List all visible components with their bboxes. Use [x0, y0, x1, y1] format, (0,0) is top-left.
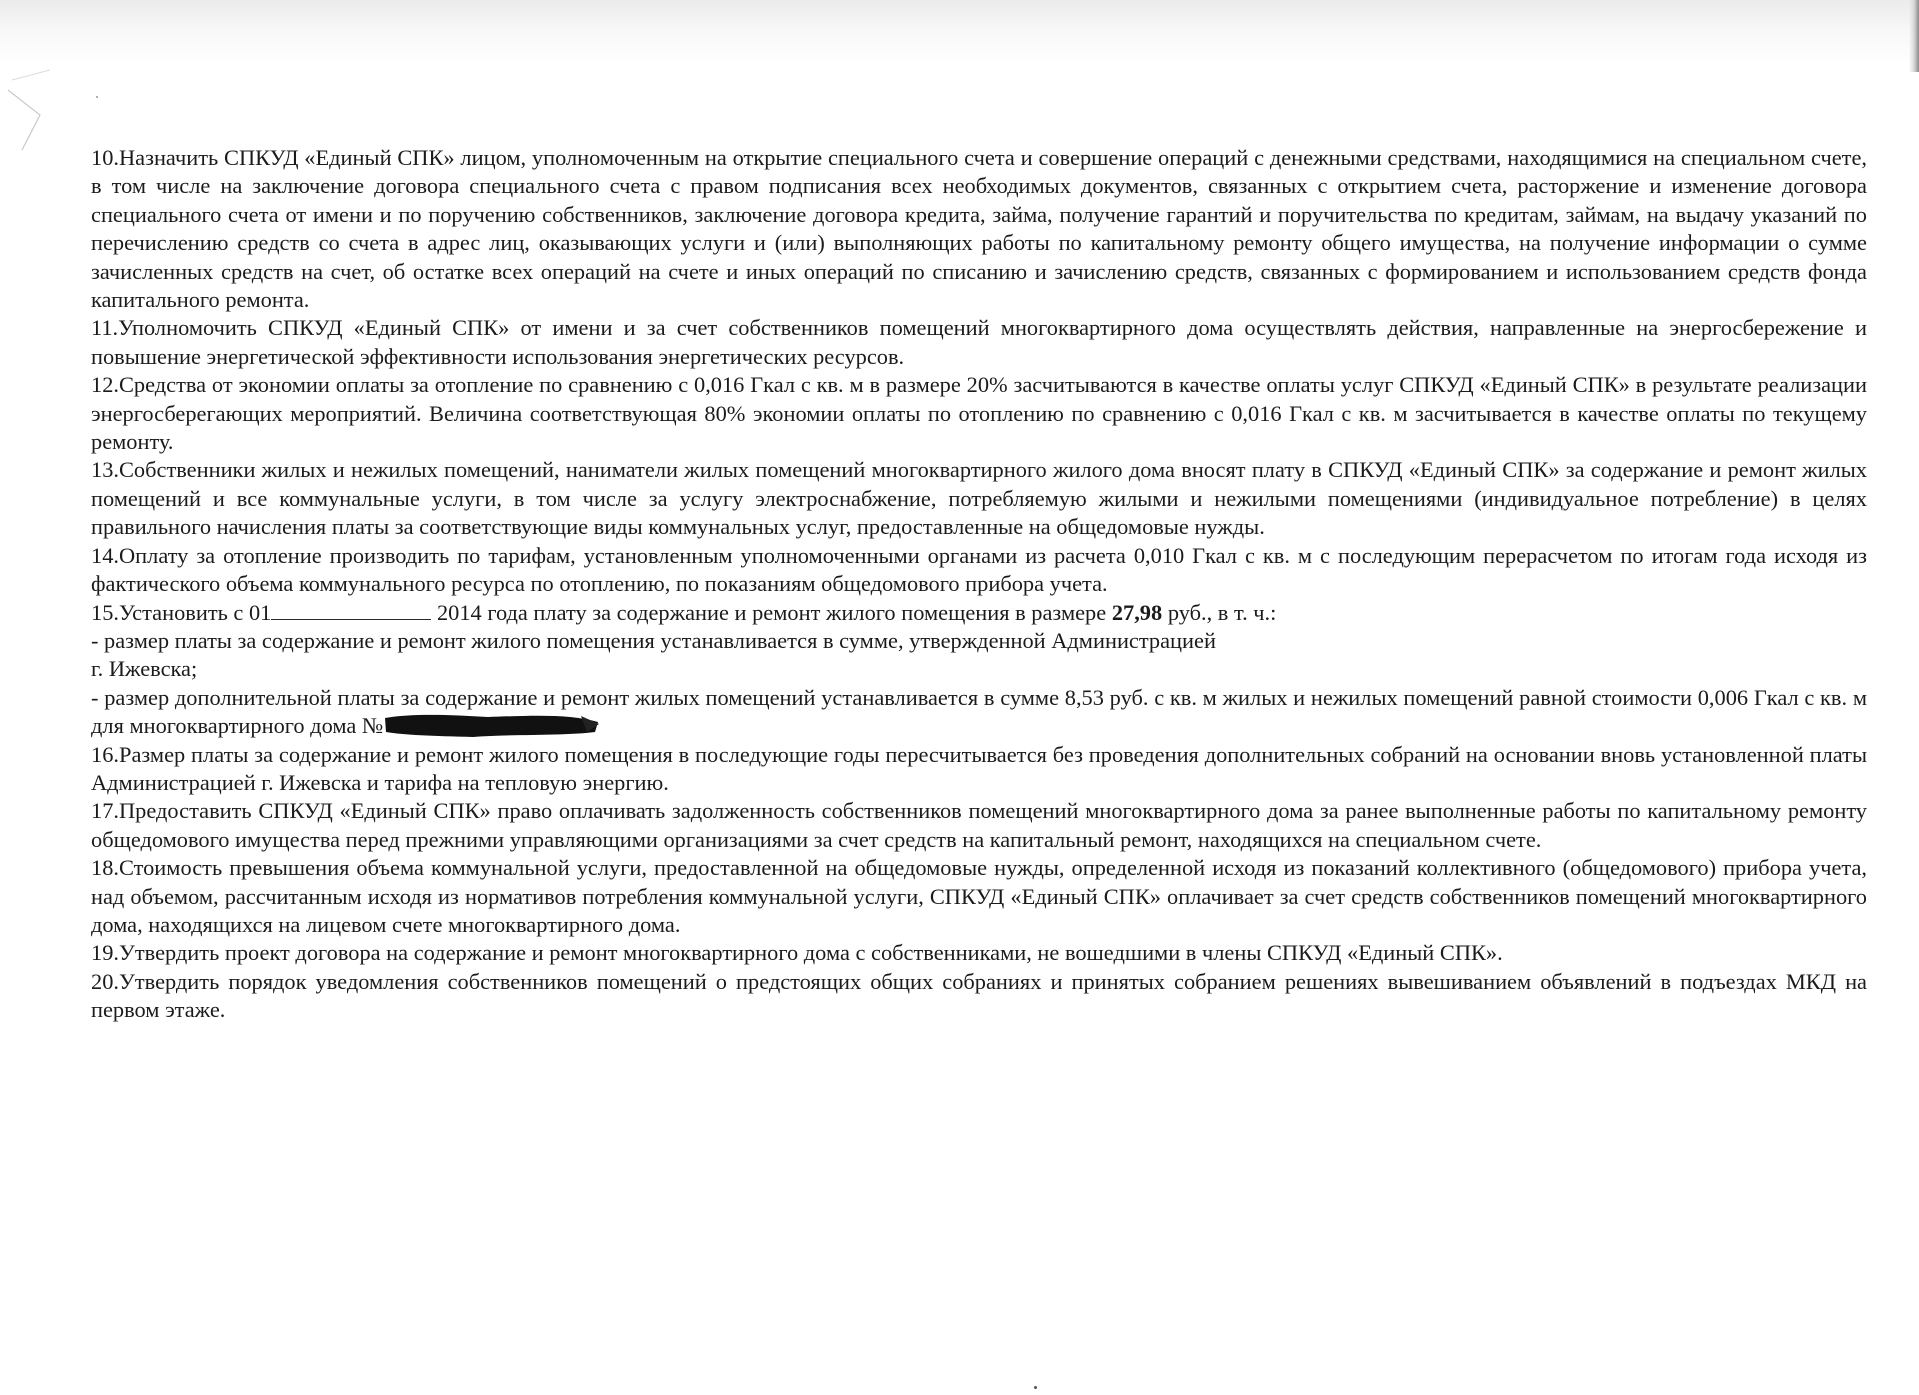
paragraph-11: 11.Уполномочить СПКУД «Единый СПК» от имени и за счет собственников помещений многоквартирного дома осуществлять действия, направленные на энергосбережение и повышение энергетической эффективности использования энергетических ресурсов. [91, 315, 1867, 369]
paragraph-15 [91, 599, 1867, 627]
paragraph-10: 10.Назначить СПКУД «Единый СПК» лицом, уполномоченным на открытие специального счета и совершение операций с денежными средствами, находящимися на специальном счете, в том числе на заключение договора специального счета с правом подписания всех необходимых документов, связанных с открытием счета, расторжение и изменение договора специального счета от имени и по поручению собственников, заключение договора кредита, займа, получение гарантий и поручительства по кредитам, займам, на выдачу указаний по перечислению средств со счета в адрес лиц, оказывающих услуги и (или) выполняющих работы по капитальному ремонту общего имущества, на получение информации о сумме зачисленных средств на счет, об остатке всех операций на счете и иных операций по списанию и зачислению средств, связанных с формированием и использованием средств фонда капитального ремонта. [91, 145, 1867, 313]
scan-top-shadow [0, 0, 1919, 64]
paragraph-15-item-2-text: - размер дополнительной платы за содержание и ремонт жилых помещений устанавливается в сумме 8,53 руб. с кв. м жилых и нежилых помещений равной стоимости 0,006 Гкал с кв. м для многоквартирного дома № [91, 684, 1867, 739]
paragraph-14: 14.Оплату за отопление производить по тарифам, установленным уполномоченными органами из расчета 0,010 Гкал с кв. м с последующим перерасчетом по итогам года исходя из фактического объема коммунального ресурса по отоплению, по показаниям общедомового прибора учета. [91, 542, 1867, 597]
paragraph-15-item-1-line-1: - размер платы за содержание и ремонт жилого помещения устанавливается в сумме, утвержденной Администрацией [91, 627, 1216, 653]
document-body [91, 144, 1867, 1025]
paragraph-15-end: руб., в т. ч.: [1167, 599, 1277, 625]
paragraph-16: 16.Размер платы за содержание и ремонт жилого помещения в последующие годы пересчитывается без проведения дополнительных собраний на основании вновь установленной платы Администрацией г. Ижевска и тарифа на тепловую энергию. [91, 741, 1867, 795]
folded-corner-mark [0, 60, 90, 150]
paragraph-20: 20.Утвердить порядок уведомления собственников помещений о предстоящих общих собраниях и принятых собранием решениях вывешиванием объявлений в подъездах МКД на первом этаже. [91, 968, 1867, 1023]
redacted-house-number [383, 712, 603, 738]
paragraph-15-middle: 2014 года плату за содержание и ремонт жилого помещения в размере [436, 599, 1107, 625]
paragraph-13: 13.Собственники жилых и нежилых помещений, наниматели жилых помещений многоквартирного жилого дома вносят плату в СПКУД «Единый СПК» за содержание и ремонт жилых помещений и все коммунальные услуги, в том числе за услугу электроснабжение, потребляемую жилыми и нежилыми помещениями (индивидуальное потребление) в целях правильного начисления платы за соответствующие виды коммунальных услуг, предоставленные на общедомовые нужды. [91, 457, 1867, 540]
paragraph-15-item-1-line-2: г. Ижевска; [91, 656, 198, 682]
paragraph-17: 17.Предоставить СПКУД «Единый СПК» право оплачивать задолженность собственников помещений многоквартирного дома за ранее выполненные работы по капитальному ремонту общедомового имущества перед прежними управляющими организациями за счет средств на капитальный ремонт, находящихся на специальном счете. [91, 798, 1867, 852]
paragraph-15-item-2 [91, 684, 1867, 741]
date-blank-line [271, 599, 431, 620]
scan-speck [1034, 1386, 1037, 1389]
paragraph-18: 18.Стоимость превышения объема коммунальной услуги, предоставленной на общедомовые нужды, определенной исходя из показаний коллективного (общедомового) прибора учета, над объемом, рассчитанным исходя из нормативов потребления коммунальной услуги, СПКУД «Единый СПК» оплачивает за счет средств собственников помещений многоквартирного дома, находящихся на лицевом счете многоквартирного дома. [91, 855, 1867, 937]
paragraph-12: 12.Средства от экономии оплаты за отопление по сравнению с 0,016 Гкал с кв. м в размере 20% засчитываются в качестве оплаты услуг СПКУД «Единый СПК» в результате реализации энергосберегающих мероприятий. Величина соответствующая 80% экономии оплаты по отоплению по сравнению с 0,016 Гкал с кв. м засчитывается в качестве оплаты по текущему ремонту. [91, 372, 1867, 455]
paragraph-19: 19.Утвердить проект договора на содержание и ремонт многоквартирного дома с собственниками, не вошедшими в члены СПКУД «Единый СПК». [91, 940, 1503, 966]
fee-amount: 27,98 [1111, 599, 1163, 625]
scan-right-edge [1909, 0, 1919, 72]
scan-speck [96, 96, 98, 98]
paragraph-15-start: 15.Установить с 01 [91, 599, 272, 625]
